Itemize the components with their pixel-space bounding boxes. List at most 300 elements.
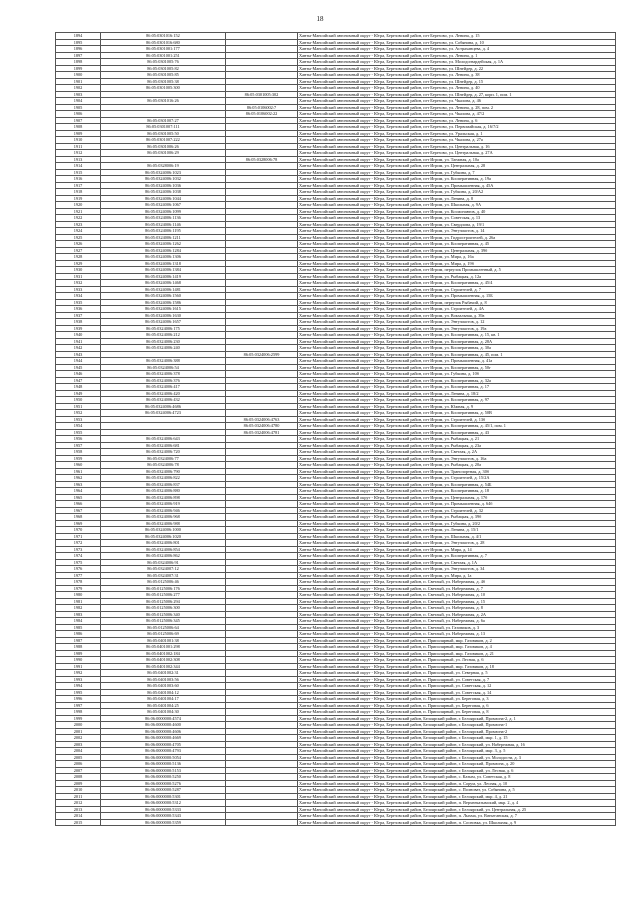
address-locality: пгт Игрим, ул. Кооперативная, д. 43 [423,429,490,435]
row-number-cell: 1913 [56,156,101,163]
address-region-prefix: Ханты-Мансийский автономный округ - Югра, Березовский район, [299,195,423,201]
cadastral-number-cell: 86:05:0324006:4686 [101,403,226,410]
row-number-cell: 1937 [56,312,101,319]
address-region-prefix: Ханты-Мансийский автономный округ - Югра, Березовский район, [299,618,423,623]
row-number-cell: 1989 [56,650,101,657]
address-region-prefix: Ханты-Мансийский автономный округ - Югра, Березовский район, [299,605,423,610]
row-number-cell: 2004 [56,748,101,755]
cadastral-number-cell: 86:05:0324006:1468 [101,280,226,287]
row-number-cell: 1981 [56,598,101,605]
address-region-prefix: Ханты-Мансийский автономный округ - Югра, Березовский район, [299,384,423,389]
address-region-prefix: Ханты-Мансийский автономный округ - Югра, Березовский район, [299,787,423,792]
cadastral-number-cell: 86:05:0301007:27 [101,117,226,124]
address-region-prefix: Ханты-Мансийский автономный округ - Югра, Березовский район, [299,137,423,142]
row-number-cell: 1896 [56,46,101,53]
row-number-cell: 2011 [56,793,101,800]
address-region-prefix: Ханты-Мансийский автономный округ - Югра, Березовский район, [299,117,423,123]
row-number-cell: 1899 [56,65,101,72]
address-locality: п. Приполярный, ул. Советская, д. 14 [423,689,492,695]
cadastral-number-cell: 86:05:0324007:31 [101,572,226,579]
row-number-cell: 1959 [56,455,101,462]
address-locality: пгт Игрим, ул. Промышленная, д. 15Б [423,293,493,298]
cadastral-number-cell: 86:06:0000000:5153 [101,767,226,774]
cadastral-number-cell: 86:05:0324006:1306 [101,254,226,261]
row-number-cell: 1949 [56,390,101,397]
row-number-cell: 1910 [56,137,101,144]
cadastral-number-cell: 86:05:0301005:82 [101,65,226,72]
address-region-prefix: Ханты-Мансийский автономный округ - Югра, Березовский район, [299,663,423,669]
address-region-prefix: Ханты-Мансийский автономный округ - Югра, Березовский район, [299,410,423,415]
address-locality: пгт Игрим, ул. Губкина, д. 20/2 [423,520,481,526]
address-region-prefix: Ханты-Мансийский автономный округ - Югра, Березовский район, [299,273,423,279]
cadastral-number-cell: 86:05:0324006:1211 [101,234,226,241]
cadastral-number-cell: 86:05:0324006:212 [101,332,226,339]
address-region-prefix: Ханты-Мансийский автономный округ - Югра, Березовский район, [299,475,423,480]
address-region-prefix: Ханты-Мансийский автономный округ - Югра, Березовский район, [299,52,423,58]
address-locality: п. Приполярный, мкр. Газовиков, д. 4 [423,644,492,649]
address-region-prefix: Ханты-Мансийский автономный округ - Югра, Березовский район, [299,351,423,357]
address-locality: п. Светлый, ул. Газовиков, д. 3 [423,624,480,630]
address-region-prefix: Ханты-Мансийский автономный округ - Югра, Березовский район, [299,468,423,474]
row-number-cell: 2008 [56,774,101,781]
cadastral-number-cell: 86:05:0401001:298 [101,644,226,651]
address-locality: пгт Игрим, ул. Транспортная, д. 30б [423,468,490,474]
row-number-cell: 1983 [56,611,101,618]
row-number-cell: 1996 [56,696,101,703]
row-number-cell: 1994 [56,683,101,690]
address-locality: пгт Игрим, ул. Губкина, д. 7 [423,169,475,175]
address-region-prefix: Ханты-Мансийский автономный округ - Югра, Березовский район, [299,553,423,558]
address-locality: п. Приполярный, ул. Береговая, д. 3 [423,696,489,701]
address-region-prefix: Ханты-Мансийский автономный округ - Югра, Березовский район, [299,306,423,311]
row-number-cell: 1961 [56,468,101,475]
row-number-cell: 1903 [56,91,101,98]
address-region-prefix: Ханты-Мансийский автономный округ - Югра, Березовский район, [299,462,423,467]
row-number-cell: 1932 [56,280,101,287]
row-number-cell: 1952 [56,410,101,417]
row-number-cell: 1900 [56,72,101,79]
cadastral-number-cell: 86:05:0324006:1023 [101,169,226,176]
address-region-prefix: Ханты-Мансийский автономный округ - Югра, Березовский район, [299,286,423,292]
cadastral-number-cell: 86:05:0401002:344 [101,663,226,670]
cadastral-number-cell: 86:05:0324006:919 [101,501,226,508]
address-region-prefix: Ханты-Мансийский автономный округ - Югра, Березовский район, [299,46,423,51]
address-region-prefix: Ханты-Мансийский автономный округ - Югра, Березовский район, [299,156,423,162]
row-number-cell: 1968 [56,514,101,521]
address-locality: пгт Игрим, ул. Свердлова, д. 19/1 [423,221,485,227]
row-number-cell: 2013 [56,806,101,813]
row-number-cell: 1990 [56,657,101,664]
address-locality: пгт Березово, ул. Уральская, д. 1 [423,130,483,136]
cadastral-number-cell: 86:05:0324006:417 [101,384,226,391]
cadastral-number-cell: 86:05:0324006:988 [101,520,226,527]
address-locality: пгт Игрим, ул. Кооперативная, д. 32а [423,377,491,383]
cadastral-number-cell: 86:05:0125006:46 [101,579,226,586]
address-region-prefix: Ханты-Мансийский автономный округ - Югра, Березовский район, [299,488,423,493]
row-number-cell: 1934 [56,293,101,300]
row-number-cell: 2002 [56,735,101,742]
row-number-cell: 1926 [56,241,101,248]
cadastral-number-cell: 86:05:0324006:1136 [101,215,226,222]
row-number-cell: 1975 [56,559,101,566]
row-number-cell: 1944 [56,358,101,365]
address-locality: Белоярский район, п. Сорум, ул. Лесная, д. 10 [423,780,508,786]
cadastral-number-cell: 86:05:0324006:54 [101,364,226,371]
row-number-cell: 1999 [56,715,101,722]
row-number-cell: 1939 [56,325,101,332]
address-locality: пгт Березово, ул. Чкалова, д. 47/2 [423,111,485,116]
address-region-prefix: Ханты-Мансийский автономный округ - Югра, Березовский район, [299,501,423,506]
address-locality: Белоярский район, п. Верхнеказымский, мкр. 2, д. 4 [423,800,519,805]
address-region-prefix: Ханты-Мансийский автономный округ - Югра, Березовский район, [299,494,423,500]
cadastral-number-cell: 86:05:0324006:77 [101,455,226,462]
address-locality: пгт Игрим, ул. Кооперативная, д. 30а [423,345,491,350]
row-number-cell: 1958 [56,449,101,456]
cadastral-number-cell: 86:05:0125006:340 [101,611,226,618]
address-locality: пгт Игрим, переулок Рыбачий, д. 8 [423,299,487,305]
address-region-prefix: Ханты-Мансийский автономный округ - Югра, Березовский район, [299,319,423,324]
address-region-prefix: Ханты-Мансийский автономный округ - Югра, Березовский район, [299,579,423,584]
address-region-prefix: Ханты-Мансийский автономный округ - Югра, Березовский район, [299,546,423,552]
row-number-cell: 1906 [56,111,101,118]
cadastral-number-cell: 86:05:0324006:1195 [101,228,226,235]
row-number-cell: 2015 [56,819,101,826]
address-locality: п. Приполярный, ул. Лесная, д. 6 [423,657,484,662]
address-locality: п. Светлый, ул. Набережная, д. 7 [423,585,483,591]
address-region-prefix: Ханты-Мансийский автономный округ - Югра, Березовский район, [299,813,423,818]
row-number-cell: 1925 [56,234,101,241]
cadastral-number-cell: 86:05:0324007:12 [101,566,226,573]
address-locality: пгт Игрим, ул. Губкина, д. 20/А2 [423,189,484,194]
address-locality: Белоярский район, п. Сосновка, ул. Школьная, д. 9 [423,819,517,825]
cadastral-number-cell: 86:05:0324006:230 [101,338,226,345]
address-region-prefix: Ханты-Мансийский автономный округ - Югра, Березовский район, [299,423,423,428]
cadastral-number-cell: 86:05:0301007:111 [101,124,226,131]
row-number-cell: 1911 [56,143,101,150]
address-region-prefix: Ханты-Мансийский автономный округ - Югра, Березовский район, [299,358,423,363]
address-region-prefix: Ханты-Мансийский автономный округ - Югра, Березовский район, [299,637,423,643]
address-region-prefix: Ханты-Мансийский автономный округ - Югра, Березовский район, [299,696,423,701]
address-locality: пгт Игрим, ул. Энтузиастов, д. 16а [423,455,487,461]
address-locality: пгт Березово, ул. Ленина, д. 40 [423,85,480,90]
address-region-prefix: Ханты-Мансийский автономный округ - Югра, Березовский район, [299,650,423,656]
address-locality: п. Приполярный, ул. Береговая, д. 8 [423,709,489,714]
cadastral-number-cell: 86:05:0324006:862 [101,553,226,560]
row-number-cell: 1922 [56,215,101,222]
cadastral-number-cell: 86:05:0324006:681 [101,442,226,449]
cadastral-number-cell: 86:06:0000000:4600 [101,722,226,729]
cadastral-number-cell: 86:06:0000000:5301 [101,793,226,800]
row-number-cell: 1976 [56,566,101,573]
row-number-cell: 1897 [56,52,101,59]
cadastral-number-cell: 86:05:0125006:294 [101,598,226,605]
cadastral-number-cell: 86:06:0000000:5136 [101,761,226,768]
row-number-cell: 1957 [56,442,101,449]
cadastral-number-cell: 86:05:0301016:152 [101,33,226,40]
row-number-cell: 1987 [56,637,101,644]
cadastral-number-cell: 86:05:0324006:1038 [101,189,226,196]
address-locality: Белоярский район, с. Полноват, ул. Собянина, д. 5 [423,787,515,792]
cadastral-number-cell: 86:05:0301001:251 [101,52,226,59]
cadastral-number-cell: 86:06:0000000:4705 [101,741,226,748]
address-region-prefix: Ханты-Мансийский автономный округ - Югра, Березовский район, [299,676,423,682]
row-number-cell: 1955 [56,429,101,436]
address-locality: Белоярский район, г. Белоярский, ул. Молодости, д. 3 [423,754,521,760]
address-locality: пгт Игрим, ул. Рыбацкая, д. 23а [423,442,482,448]
row-number-cell: 1916 [56,176,101,183]
address-region-prefix: Ханты-Мансийский автономный округ - Югра, Березовский район, [299,689,423,695]
row-number-cell: 1902 [56,85,101,92]
address-locality: пгт Игрим, ул. Строителей, д. 15/2А [423,475,490,480]
address-locality: пгт Игрим, ул. Кооперативная, д. 97 [423,397,490,402]
cadastral-number-cell: 86:06:0000000:5250 [101,774,226,781]
address-locality: пгт Игрим, ул. Центральная, д. 28 [423,163,486,168]
cadastral-number-cell: 86:06:0000000:5333 [101,806,226,813]
address-region-prefix: Ханты-Мансийский автономный округ - Югра, Березовский район, [299,429,423,435]
row-number-cell: 1982 [56,605,101,612]
address-region-prefix: Ханты-Мансийский автономный округ - Югра, Березовский район, [299,585,423,591]
row-number-cell: 1945 [56,364,101,371]
row-number-cell: 1938 [56,319,101,326]
address-region-prefix: Ханты-Мансийский автономный округ - Югра, Березовский район, [299,702,423,708]
address-region-prefix: Ханты-Мансийский автономный округ - Югра, Березовский район, [299,715,423,721]
cadastral-number-cell: 86:05:0401004:12 [101,689,226,696]
address-region-prefix: Ханты-Мансийский автономный округ - Югра, Березовский район, [299,780,423,786]
cadastral-number-cell: 86:05:0324006:968 [101,514,226,521]
address-locality: пгт Игрим, ул. Кооперативная, д. 15, кв. 1 [423,332,500,337]
row-number-cell: 1929 [56,260,101,267]
address-region-prefix: Ханты-Мансийский автономный округ - Югра, Березовский район, [299,260,423,266]
address-region-prefix: Ханты-Мансийский автономный округ - Югра, Березовский район, [299,189,423,194]
address-region-prefix: Ханты-Мансийский автономный округ - Югра, Березовский район, [299,59,423,64]
cadastral-number-cell: 86:05:0301006:26 [101,143,226,150]
address-locality: пгт Березово, ул. Ленина, д. 1 [423,52,478,58]
address-locality: пгт Березово, ул. Ленина, д. 6 [423,117,478,123]
address-locality: п. Приполярный, мкр. Газовиков, д. 18 [423,663,494,669]
address-region-prefix: Ханты-Мансийский автономный округ - Югра, Березовский район, [299,202,423,207]
address-locality: пгт Игрим, ул. Мира, д. 14 [423,546,472,552]
address-region-prefix: Ханты-Мансийский автономный округ - Югра, Березовский район, [299,91,423,97]
address-region-prefix: Ханты-Мансийский автономный округ - Югра, Березовский район, [299,364,423,370]
address-region-prefix: Ханты-Мансийский автономный округ - Югра, Березовский район, [299,228,423,233]
cadastral-number-cell: 86:05:0324006:790 [101,468,226,475]
premises-cadastral-number-cell [226,819,298,826]
address-locality: п. Светлый, ул. Набережная, д. 15 [423,598,486,604]
address-locality: пгт Игрим, ул. Строителей, д. 4А [423,306,484,311]
address-locality: п. Приполярный, мкр. Газовиков, д. 2 [423,637,492,643]
row-number-cell: 1978 [56,579,101,586]
row-number-cell: 2005 [56,754,101,761]
address-region-prefix: Ханты-Мансийский автономный округ - Югра, Березовский район, [299,644,423,649]
address-region-prefix: Ханты-Мансийский автономный округ - Югра, Березовский район, [299,208,423,214]
cadastral-number-cell: 86:05:0125006:300 [101,605,226,612]
address-region-prefix: Ханты-Мансийский автономный округ - Югра, Березовский район, [299,72,423,77]
address-region-prefix: Ханты-Мансийский автономный округ - Югра, Березовский район, [299,215,423,220]
row-number-cell: 1965 [56,494,101,501]
address-region-prefix: Ханты-Мансийский автономный округ - Югра, Березовский район, [299,741,423,747]
address-region-prefix: Ханты-Мансийский автономный округ - Югра, Березовский район, [299,507,423,513]
cadastral-number-cell: 86:05:0301001:177 [101,46,226,53]
address-region-prefix: Ханты-Мансийский автономный округ - Югра, Березовский район, [299,111,423,116]
address-locality: п. Приполярный, мкр. Газовиков, д. 21 [423,650,494,656]
address-locality: пгт Игрим, ул. Гидростроителей, д. 26а [423,234,496,240]
address-region-prefix: Ханты-Мансийский автономный округ - Югра, Березовский район, [299,449,423,454]
row-number-cell: 1917 [56,182,101,189]
cadastral-number-cell: 86:06:0000000:4606 [101,728,226,735]
address-region-prefix: Ханты-Мансийский автономный округ - Югра, Березовский район, [299,735,423,740]
address-locality: пгт Игрим, ул. Мира, д. 16а [423,254,474,259]
row-number-cell: 1918 [56,189,101,196]
cadastral-number-cell: 86:05:0324006:388 [101,358,226,365]
premises-cadastral-number-cell: 86:05:0106002:22 [226,111,298,118]
address-locality: пгт Игрим, ул. Кооперативная, д. 45, пом. 1 [423,351,503,357]
address-locality: пгт Игрим, ул. Энтузиастов, д. 12 [423,319,485,324]
row-number-cell: 1962 [56,475,101,482]
address-locality: пгт Игрим, ул. Кооперативная, д. 50г [423,364,491,370]
cadastral-number-cell: 86:06:0000000:4793 [101,748,226,755]
address-locality: Белоярский район, с. Казым, ул. Советская, д. 8 [423,774,511,779]
address-region-prefix: Ханты-Мансийский автономный округ - Югра, Березовский район, [299,338,423,344]
cadastral-number-cell: 86:05:0324006:720 [101,449,226,456]
row-number-cell: 1935 [56,299,101,306]
cadastral-number-cell: 86:05:0324006:1036 [101,182,226,189]
address-region-prefix: Ханты-Мансийский автономный округ - Югра, Березовский район, [299,793,423,799]
row-number-cell: 1948 [56,384,101,391]
row-number-cell: 1970 [56,527,101,534]
cadastral-number-cell: 86:05:0324006:1657 [101,319,226,326]
address-locality: пгт Игрим, ул. Ленина, д. 15/1 [423,527,479,532]
address-locality: пгт Березово, ул. Ленина, д. 28, пом. 2 [423,104,494,110]
address-locality: пгт Березово, ул. Первомайская, д. 16/7/2 [423,124,499,129]
cadastral-number-cell: 86:05:0125006:277 [101,592,226,599]
address-region-prefix: Ханты-Мансийский автономный округ - Югра, Березовский район, [299,481,423,487]
cadastral-number-cell: 86:05:0324006:854 [101,546,226,553]
address-locality: Белоярский район, г. Белоярский, Промзона-2 [423,728,508,734]
cadastral-number-cell: 86:05:0324006:432 [101,397,226,404]
registry-table [55,32,616,826]
address-region-prefix: Ханты-Мансийский автономный округ - Югра, Березовский район, [299,748,423,753]
cadastral-number-cell: 86:06:0000000:5276 [101,780,226,787]
cadastral-number-cell: 86:06:0000000:5054 [101,754,226,761]
premises-cadastral-number-cell: 86:05:0324006:4781 [226,429,298,436]
address-region-prefix: Ханты-Мансийский автономный округ - Югра, Березовский район, [299,176,423,181]
address-region-prefix: Ханты-Мансийский автономный округ - Югра, Березовский район, [299,800,423,805]
address-locality: пгт Игрим, ул. Строителей, д. 7 [423,286,481,292]
row-number-cell: 1984 [56,618,101,625]
row-number-cell: 1946 [56,371,101,378]
cadastral-number-cell: 86:05:0301016:26 [101,98,226,105]
address-locality: пгт Игрим, ул. Школьная, д. 9А [423,202,482,207]
row-number-cell: 1912 [56,150,101,157]
cadastral-number-cell: 86:05:0324006:378 [101,371,226,378]
page-number: 18 [316,15,324,23]
cadastral-number-cell: 86:05:0324006:175 [101,325,226,332]
cadastral-number-cell: 86:05:0125006:64 [101,624,226,631]
row-number-cell: 2012 [56,800,101,807]
address-locality: пгт Игрим, ул. Светлая, д. 2А [423,449,478,454]
row-number-cell: 2007 [56,767,101,774]
address-region-prefix: Ханты-Мансийский автономный округ - Югра, Березовский район, [299,520,423,526]
address-region-prefix: Ханты-Мансийский автономный округ - Югра, Березовский район, [299,130,423,136]
address-locality: пгт Игрим, ул. Рыбацкая, д. 21 [423,436,480,441]
row-number-cell: 1979 [56,585,101,592]
row-number-cell: 1936 [56,306,101,313]
cadastral-number-cell: 86:05:0324006:1560 [101,293,226,300]
address-region-prefix: Ханты-Мансийский автономный округ - Югра, Березовский район, [299,611,423,617]
address-locality: Белоярский район, г. Белоярский, ул. Центральная, д. 25 [423,806,527,812]
row-number-cell: 1905 [56,104,101,111]
address-region-prefix: Ханты-Мансийский автономный округ - Югра, Березовский район, [299,390,423,396]
address-locality: пгт Игрим, ул. Строителей, д. 13б [423,416,486,422]
address-locality: пгт Игрим, ул. Рыбацкая, д. 12а [423,273,482,279]
address-region-prefix: Ханты-Мансийский автономный округ - Югра, Березовский район, [299,598,423,604]
address-region-prefix: Ханты-Мансийский автономный округ - Югра, Березовский район, [299,761,423,766]
cadastral-number-cell: 86:06:0000000:4669 [101,735,226,742]
address-locality: пгт Березово, ул. Центральная, д. 27А [423,150,493,155]
row-number-cell: 1927 [56,247,101,254]
row-number-cell: 1991 [56,663,101,670]
cadastral-number-cell: 86:05:0324006:1481 [101,286,226,293]
cadastral-number-cell: 86:06:0000000:4574 [101,715,226,722]
row-number-cell: 1954 [56,423,101,430]
address-locality: пгт Березово, ул. Молодогвардейская, д. 1А [423,59,504,64]
address-locality: пгт Игрим, ул. Ленина, д. 8 [423,195,473,201]
address-locality: пгт Игрим, ул. Энтузиастов, д. 34 [423,566,485,571]
address-region-prefix: Ханты-Мансийский автономный округ - Югра, Березовский район, [299,65,423,71]
cadastral-number-cell: 86:06:0000000:5287 [101,787,226,794]
row-number-cell: 1904 [56,98,101,105]
row-number-cell: 2009 [56,780,101,787]
address-locality: пгт Игрим, ул. Кооперативная, д. 45/1, пом. 1 [423,423,506,428]
cadastral-number-cell: 86:05:0301005:50 [101,130,226,137]
row-number-cell: 1972 [56,540,101,547]
cadastral-number-cell: 86:05:0324006:1020 [101,533,226,540]
row-number-cell: 1950 [56,397,101,404]
row-number-cell: 1909 [56,130,101,137]
address-region-prefix: Ханты-Мансийский автономный округ - Югра, Березовский район, [299,371,423,376]
row-number-cell: 1964 [56,488,101,495]
address-region-prefix: Ханты-Мансийский автономный округ - Югра, Березовский район, [299,143,423,149]
cadastral-number-cell: 86:05:0401004:30 [101,709,226,716]
address-region-prefix: Ханты-Мансийский автономный округ - Югра, Березовский район, [299,221,423,227]
cadastral-number-cell: 86:05:0324006:1630 [101,312,226,319]
address-region-prefix: Ханты-Мансийский автономный округ - Югра, Березовский район, [299,325,423,331]
row-number-cell: 1998 [56,709,101,716]
address-locality: пгт Березово, ул. Шнейдер, д. 27, корп. 1, пом. 1 [423,91,512,97]
row-number-cell: 2000 [56,722,101,729]
address-locality: пгт Игрим, ул. Энтузиастов, д. 28 [423,540,485,545]
row-number-cell: 1930 [56,267,101,274]
row-number-cell: 1973 [56,546,101,553]
cadastral-number-cell: 86:05:0324006:1384 [101,267,226,274]
row-number-cell: 2003 [56,741,101,748]
row-number-cell: 1988 [56,644,101,651]
address-locality: пгт Березово, ул. Ленина, д. 38 [423,72,480,77]
address-locality: пгт Игрим, ул. Школьная, д. 4/1 [423,533,482,539]
cadastral-number-cell: 86:05:0324006:78 [101,462,226,469]
address-region-prefix: Ханты-Мансийский автономный округ - Югра, Березовский район, [299,280,423,285]
cadastral-number-cell: 86:05:0324006:1146 [101,221,226,228]
cadastral-number-cell: 86:05:0324006:1284 [101,247,226,254]
address-locality: пгт Игрим, ул. Энтузиастов, д. 19а [423,325,487,331]
row-number-cell: 1907 [56,117,101,124]
cadastral-number-cell: 86:05:0125006:69 [101,631,226,638]
row-number-cell: 1992 [56,670,101,677]
cadastral-number-cell: 86:05:0301016:680 [101,39,226,46]
row-number-cell: 1894 [56,33,101,40]
cadastral-number-cell: 86:06:0000000:5359 [101,819,226,826]
row-number-cell: 1928 [56,254,101,261]
